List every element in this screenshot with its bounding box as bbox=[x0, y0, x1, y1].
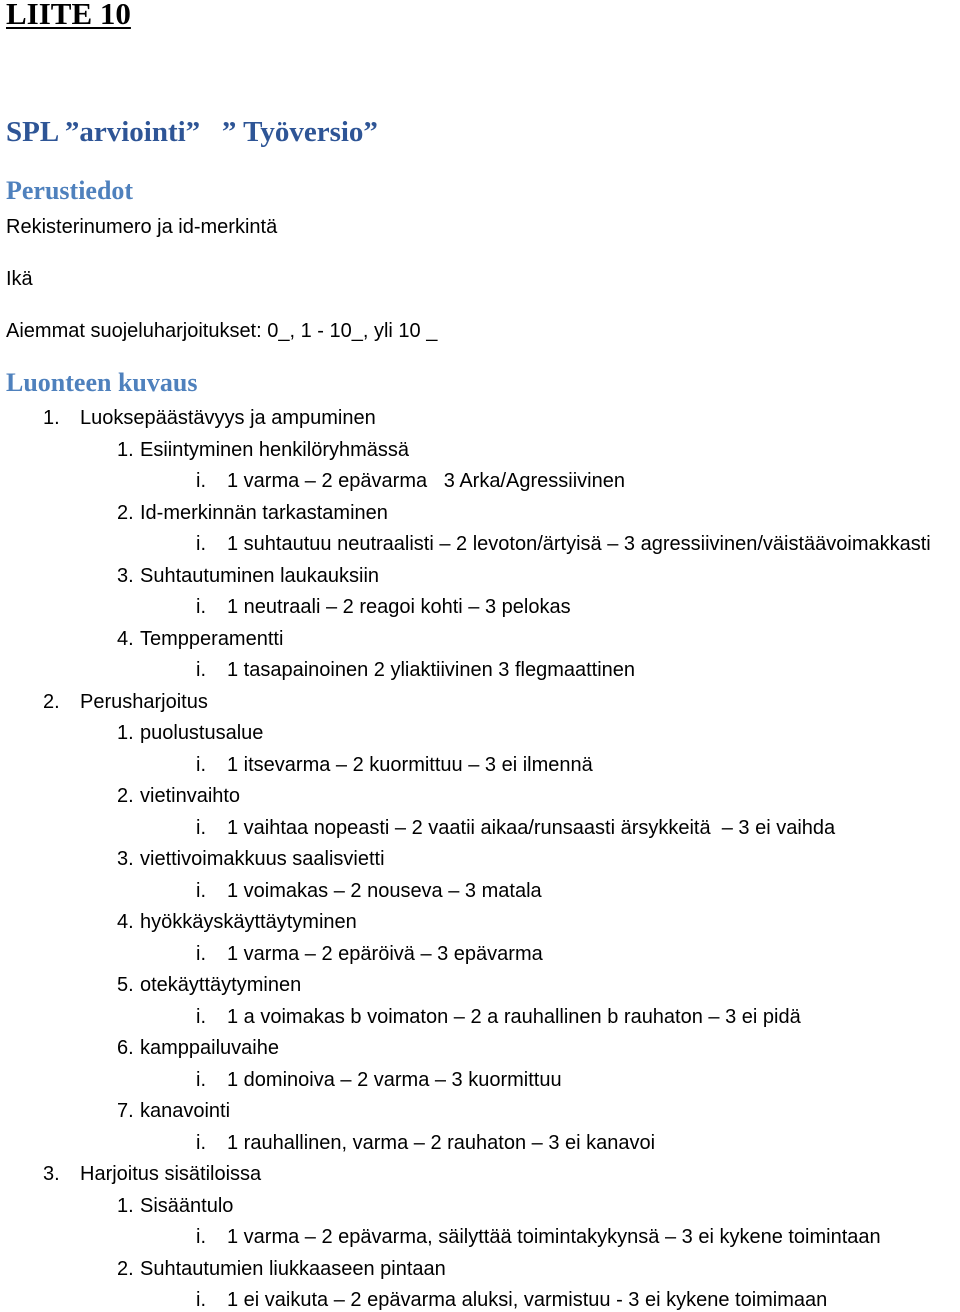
outline-item-number: i. bbox=[196, 1226, 206, 1248]
outline-item-text: 1 a voimakas b voimaton – 2 a rauhallinen b rauhaton – 3 ei pidä bbox=[227, 1005, 801, 1028]
outline-item-number: 2. bbox=[117, 785, 134, 807]
outline-item-number: 2. bbox=[117, 1257, 134, 1280]
outline-item-number: 1. bbox=[117, 438, 134, 461]
outline-item-number: 2. bbox=[117, 501, 134, 524]
outline-item-number: 5. bbox=[117, 974, 134, 996]
outline-item-text: kanavointi bbox=[140, 1100, 231, 1122]
outline-item-text: 1 suhtautuu neutraalisti – 2 levoton/ärtyisä – 3 agressiivinen/väistäävoimakkasti bbox=[227, 533, 931, 555]
age-line: Ikä bbox=[6, 268, 33, 290]
outline-item-number: i. bbox=[196, 942, 206, 965]
outline-item-level-1 bbox=[0, 406, 960, 430]
outline-item-number: 3. bbox=[43, 1163, 60, 1185]
outline-item-level-1 bbox=[0, 1162, 960, 1186]
outline-item-text: Sisääntulo bbox=[140, 1194, 234, 1217]
outline-item-text: hyökkäyskäyttäytyminen bbox=[140, 911, 357, 933]
outline-item-number: i. bbox=[196, 879, 206, 902]
outline-item-number: i. bbox=[196, 816, 206, 839]
outline-item-number: 1. bbox=[43, 407, 60, 429]
outline-item-number: 2. bbox=[43, 690, 60, 713]
outline-item-number: 6. bbox=[117, 1037, 134, 1059]
outline-item-level-2 bbox=[0, 847, 960, 871]
outline-item-number: i. bbox=[196, 1289, 206, 1311]
outline-item-level-3 bbox=[0, 469, 960, 493]
register-line: Rekisterinumero ja id-merkintä bbox=[6, 216, 278, 238]
outline-item-level-3 bbox=[0, 942, 960, 966]
outline-item-number: i. bbox=[196, 533, 206, 555]
outline-item-number: i. bbox=[196, 470, 206, 492]
outline-item-text: Esiintyminen henkilöryhmässä bbox=[140, 438, 410, 461]
outline-item-level-2 bbox=[0, 784, 960, 808]
outline-item-text: puolustusalue bbox=[140, 722, 264, 744]
outline-item-text: Tempperamentti bbox=[140, 627, 284, 650]
outline-item-level-2 bbox=[0, 501, 960, 525]
outline-item-text: vietinvaihto bbox=[140, 785, 241, 807]
outline-item-number: i. bbox=[196, 753, 206, 776]
outline-item-level-3 bbox=[0, 1068, 960, 1092]
outline-item-level-3 bbox=[0, 595, 960, 619]
outline-item-text: 1 itsevarma – 2 kuormittuu – 3 ei ilmennä bbox=[227, 753, 593, 776]
outline-item-text: Luoksepäästävyys ja ampuminen bbox=[80, 407, 376, 429]
heading-basic-info: Perustiedot bbox=[6, 176, 134, 205]
outline-item-number: 3. bbox=[117, 848, 134, 870]
outline-item-number: 4. bbox=[117, 627, 134, 650]
outline-item-number: i. bbox=[196, 1005, 206, 1028]
outline-item-level-2 bbox=[0, 627, 960, 651]
outline-item-level-3 bbox=[0, 658, 960, 682]
outline-item-text: 1 dominoiva – 2 varma – 3 kuormittuu bbox=[227, 1068, 562, 1091]
document-title: SPL ”arviointi” ” Työversio” bbox=[6, 116, 378, 148]
outline-item-text: 1 neutraali – 2 reagoi kohti – 3 pelokas bbox=[227, 596, 571, 618]
outline-item-level-2 bbox=[0, 438, 960, 462]
outline-item-number: 1. bbox=[117, 722, 134, 744]
outline-item-number: i. bbox=[196, 1131, 206, 1154]
outline-item-number: 4. bbox=[117, 911, 134, 933]
outline-item-level-3 bbox=[0, 1131, 960, 1155]
outline-item-number: 7. bbox=[117, 1100, 134, 1122]
appendix-label: LIITE 10 bbox=[6, 0, 131, 31]
outline-item-level-2 bbox=[0, 910, 960, 934]
outline-item-number: 1. bbox=[117, 1194, 134, 1217]
outline-item-text: 1 ei vaikuta – 2 epävarma aluksi, varmistuu - 3 ei kykene toimimaan bbox=[227, 1289, 828, 1311]
outline-item-text: Harjoitus sisätiloissa bbox=[80, 1163, 262, 1185]
outline-item-level-2 bbox=[0, 973, 960, 997]
outline-item-level-2 bbox=[0, 1099, 960, 1123]
outline-item-text: viettivoimakkuus saalisvietti bbox=[140, 848, 385, 870]
outline-item-number: i. bbox=[196, 659, 206, 681]
previous-training-line: Aiemmat suojeluharjoitukset: 0_, 1 - 10_, yli 10 _ bbox=[6, 320, 438, 342]
outline-item-level-3 bbox=[0, 1225, 960, 1249]
outline-item-text: Perusharjoitus bbox=[80, 690, 208, 713]
outline-item-number: i. bbox=[196, 1068, 206, 1091]
outline-item-text: 1 rauhallinen, varma – 2 rauhaton – 3 ei kanavoi bbox=[227, 1131, 656, 1154]
outline-item-level-1 bbox=[0, 690, 960, 714]
outline-item-text: Suhtautuminen laukauksiin bbox=[140, 564, 380, 587]
outline-item-level-3 bbox=[0, 1005, 960, 1029]
outline-item-text: Suhtautumien liukkaaseen pintaan bbox=[140, 1257, 446, 1280]
outline-item-text: 1 vaihtaa nopeasti – 2 vaatii aikaa/runsaasti ärsykkeitä – 3 ei vaihda bbox=[227, 816, 836, 839]
heading-description: Luonteen kuvaus bbox=[6, 368, 198, 397]
outline-item-text: kamppailuvaihe bbox=[140, 1037, 279, 1059]
outline-item-number: i. bbox=[196, 596, 206, 618]
outline-item-text: 1 varma – 2 epävarma, säilyttää toimintakykynsä – 3 ei kykene toimintaan bbox=[227, 1226, 881, 1248]
outline-item-level-3 bbox=[0, 816, 960, 840]
outline-item-level-2 bbox=[0, 721, 960, 745]
outline-item-text: 1 tasapainoinen 2 yliaktiivinen 3 flegmaattinen bbox=[227, 659, 636, 681]
outline-item-level-2 bbox=[0, 1036, 960, 1060]
outline-item-text: 1 varma – 2 epävarma 3 Arka/Agressiivinen bbox=[227, 470, 625, 492]
outline-item-level-3 bbox=[0, 532, 960, 556]
outline-item-text: Id-merkinnän tarkastaminen bbox=[140, 501, 388, 524]
outline-item-level-3 bbox=[0, 1288, 960, 1312]
outline-item-number: 3. bbox=[117, 564, 134, 587]
outline-item-text: 1 voimakas – 2 nouseva – 3 matala bbox=[227, 879, 542, 902]
outline-item-text: 1 varma – 2 epäröivä – 3 epävarma bbox=[227, 942, 543, 965]
outline-item-level-3 bbox=[0, 753, 960, 777]
outline-item-level-2 bbox=[0, 1194, 960, 1218]
outline-item-level-2 bbox=[0, 1257, 960, 1281]
outline-item-level-3 bbox=[0, 879, 960, 903]
outline-item-text: otekäyttäytyminen bbox=[140, 974, 302, 996]
outline-item-level-2 bbox=[0, 564, 960, 588]
